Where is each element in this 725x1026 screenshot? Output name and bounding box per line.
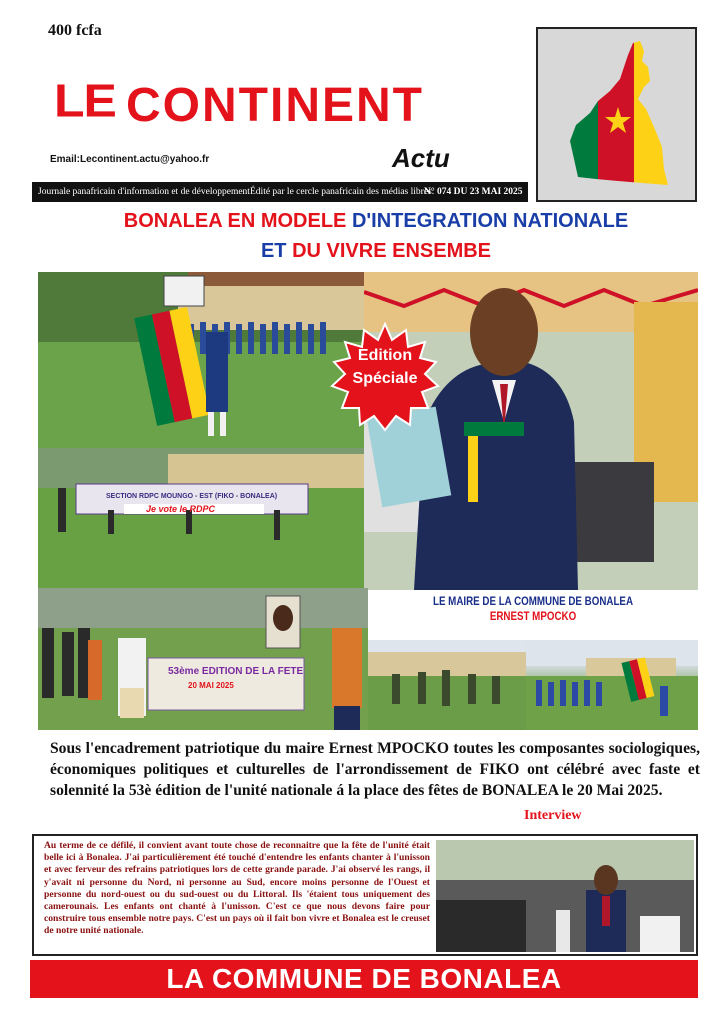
- headline-blue-part: D'INTEGRATION NATIONALE: [351, 210, 629, 232]
- mayor-caption-name: ERNEST MPOCKO: [489, 611, 577, 623]
- headline-line-1: [0, 210, 725, 233]
- headline-blue-part: ET: [260, 240, 293, 262]
- badge-line-2: Spéciale: [352, 370, 418, 387]
- banner-top-text: SECTION RDPC MOUNGO - EST (FIKO - BONALEA): [106, 493, 278, 500]
- headline-red-part: DU VIVRE ENSEMBE: [292, 240, 492, 262]
- price: 400 fcfa: [48, 22, 102, 39]
- cameroon-map-icon: [538, 29, 695, 200]
- photo-soldiers-marching: [368, 640, 526, 730]
- badge-line-1: Edition: [357, 347, 413, 364]
- interview-text: Au terme de ce défilé, il convient avant toute chose de reconnaitre que la fête de l'unité était belle ici à Bonalea. J'ai particulièrement été touché d'entendre les enfants chanter à l'unisson et avec ferveur des refrains patriotiques lors de cette grande parade. J'ai observé les rangs, il y'avait ni personne du Nord, ni personne au Sud, encore moins personne de l'Ouest et personne du nord-ouest ou du sud-ouest ou du Littoral. Ils 'étaient tous uniquement des camerounais. Les enfants ont chanté à l'unisson. C'est ce que nous devons faire pour construire tous ensemble notre pays. C'est un pays où il fait bon vivre et Bonalea est le creuset de notre unité nationale.: [44, 840, 430, 937]
- banner-slogan: Je vote le RDPC: [146, 504, 216, 514]
- footer-banner: LA COMMUNE DE BONALEA: [30, 960, 698, 998]
- lead-paragraph: Sous l'encadrement patriotique du maire Ernest MPOCKO toutes les composantes sociologiques, économiques politiques et culturelles de l'arrondissement de FIKO ont célébré avec faste et solennité la 53è édition de l'unité nationale á la place des fêtes de BONALEA le 20 Mai 2025.: [50, 740, 700, 799]
- tagline-left: Journale panafricain d'information et de développement: [38, 187, 250, 197]
- logo-le: LE: [54, 75, 116, 127]
- tagline-bar: [32, 182, 528, 202]
- headline-line-2: [0, 240, 725, 263]
- sign-date-text: 20 MAI 2025: [188, 681, 234, 690]
- mayor-caption-title: LE MAIRE DE LA COMMUNE DE BONALEA: [432, 596, 634, 608]
- tagline-mid: Édité par le cercle panafricain des médias libres.: [250, 187, 435, 197]
- cameroon-map-box: [536, 27, 697, 202]
- photo-rdpc-banner: [38, 448, 364, 588]
- email-contact: Email:Lecontinent.actu@yahoo.fr: [50, 154, 210, 165]
- photo-interview: [436, 840, 694, 952]
- sign-edition-text: 53ème EDITION DE LA FETE: [168, 666, 304, 677]
- interview-label: Interview: [524, 808, 582, 823]
- headline-red-part: BONALEA EN MODELE: [123, 210, 352, 232]
- photo-students-sign: [38, 588, 368, 730]
- logo-continent: CONTINENT: [126, 79, 424, 132]
- issue-number: N° 074 DU 23 MAI 2025: [424, 187, 523, 197]
- photo-students-marching: [526, 640, 698, 730]
- photo-parade-flag: [38, 272, 364, 448]
- logo-actu: Actu: [392, 143, 450, 173]
